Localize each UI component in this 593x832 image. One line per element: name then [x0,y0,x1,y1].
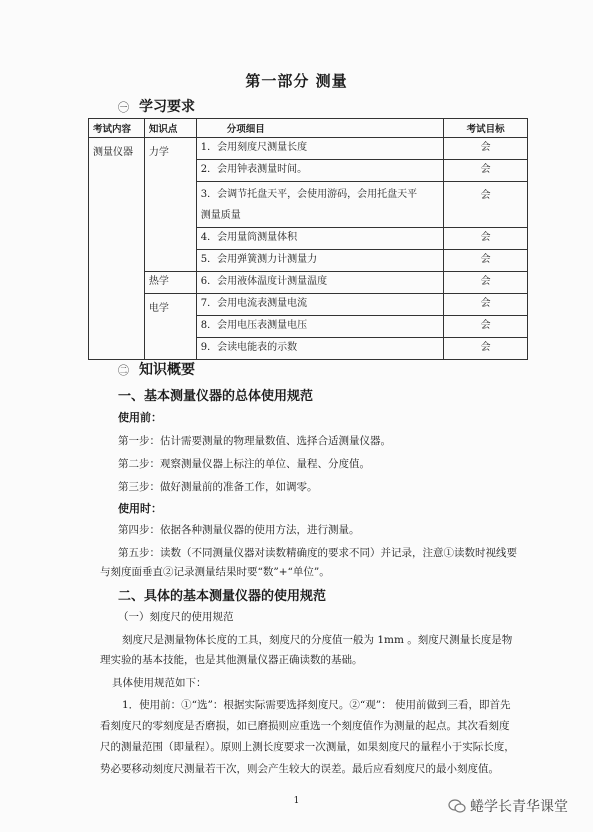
item-cell: 1．会用刻度尺测量长度 [196,138,443,160]
group-cell-electric: 电学 [144,294,196,360]
item-line: 测量质量 [200,210,241,221]
table-row [89,138,528,160]
page-number: 1 [293,796,300,806]
paragraph: 刻度尺是测量物体长度的工具，刻度尺的分度值一般为 1mm 。刻度尺测量长度是物 [122,634,513,646]
item-cell: 7．会用电流表测量电流 [196,294,443,316]
goal-cell: 会 [444,250,528,272]
item-line: 3．会调节托盘天平，会使用游码，会用托盘天平 [200,189,418,200]
item-cell: 5．会用弹簧测力计测量力 [196,250,443,272]
section-title: 学习要求 [139,99,195,115]
subheading-ruler: （一）刻度尺的使用规范 [118,611,234,623]
paragraph: 尺的测量范围（即量程）。原则上测长度要求一次测量，如果刻度尺的量程小于实际长度， [100,741,515,753]
section-heading-knowledge-overview [118,359,195,379]
watermark-text: 蜷学长青华课堂 [470,799,568,815]
paragraph: 与刻度面垂直②记录测量结果时要“数”+“单位”。 [100,566,330,578]
paragraph: 看刻度尺的零刻度是否磨损，如已磨损则应重选一个刻度值作为测量的起点。其次看刻度 [100,720,510,732]
group-cell-heat: 热学 [144,272,196,294]
item-cell: 4．会用量筒测量体积 [196,228,443,250]
section-heading-study-requirements [118,96,195,116]
watermark [448,796,568,816]
goal-cell: 会 [444,228,528,250]
item-cell [196,182,443,228]
item-cell: 9．会读电能表的示数 [196,338,443,360]
page-title: 第一部分 测量 [245,72,348,90]
item-cell: 6．会用液体温度计测量温度 [196,272,443,294]
heading-general-rules: 一、基本测量仪器的总体使用规范 [118,389,314,404]
paragraph: 理实验的基本技能，也是其他测量仪器正确读数的基础。 [100,654,363,666]
header-cell: 考试目标 [444,119,528,138]
header-cell: 考试内容 [89,119,145,138]
table-header-row [89,119,528,138]
group-cell-mechanics: 力学 [144,138,196,272]
goal-cell: 会 [444,316,528,338]
section-number: ㊀ [118,101,129,114]
paragraph: 第四步：依据各种测量仪器的使用方法，进行测量。 [118,524,360,536]
goal-cell: 会 [444,138,528,160]
paragraph: 第一步：估计需要测量的物理量数值、选择合适测量仪器。 [118,435,391,447]
paragraph: 第三步：做好测量前的准备工作，如调零。 [118,481,318,493]
paragraph: 1．使用前：①“选”：根据实际需要选择刻度尺。②“观”： 使用前做到三看，即首先 [122,699,511,711]
paragraph: 第五步：读数（不同测量仪器对读数精确度的要求不同）并记录，注意①读数时视线要 [118,547,517,559]
paragraph: 第二步：观察测量仪器上标注的单位、量程、分度值。 [118,458,370,470]
goal-cell: 会 [444,294,528,316]
heading-specific-rules: 二、具体的基本测量仪器的使用规范 [118,589,327,604]
paragraph: 具体使用规范如下： [112,677,207,689]
table-row [89,272,528,294]
header-cell: 分项细目 [196,119,443,138]
item-cell: 2．会用钟表测量时间。 [196,160,443,182]
section-number: ㊁ [118,364,129,377]
paragraph: 势必要移动刻度尺测量若干次，则会产生较大的误差。最后应看刻度尺的最小刻度值。 [100,763,499,775]
requirements-table [88,118,528,360]
table-row [89,294,528,316]
category-cell: 测量仪器 [89,138,145,360]
wechat-icon [448,798,466,814]
section-title: 知识概要 [139,362,195,378]
item-cell: 8．会用电压表测量电压 [196,316,443,338]
goal-cell: 会 [444,272,528,294]
subheading-before-use: 使用前： [118,411,162,424]
goal-cell: 会 [444,160,528,182]
goal-cell: 会 [444,338,528,360]
header-cell: 知识点 [144,119,196,138]
goal-cell: 会 [444,182,528,228]
subheading-during-use: 使用时： [118,502,162,515]
